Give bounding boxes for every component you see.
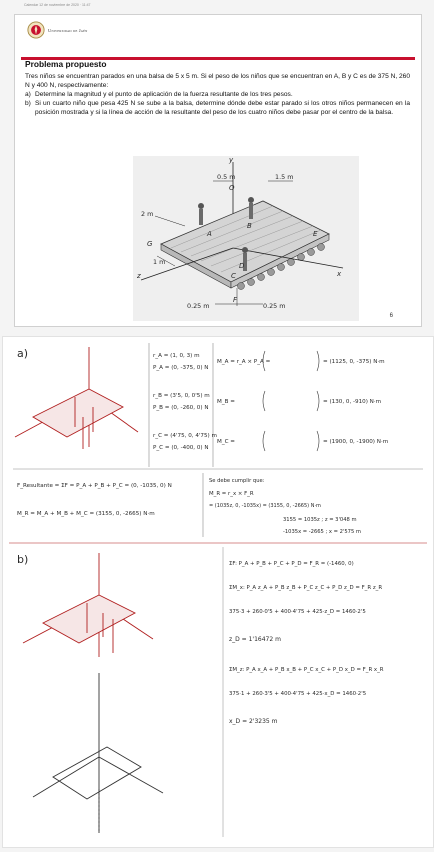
problem-title: Problema propuesto [25,59,107,69]
label-e: E [313,230,318,238]
raft-figure [133,156,359,321]
item-key: a) [25,90,31,98]
part-a-sketch [15,347,138,449]
crest-icon [27,21,45,39]
equation-z: 375·1 + 260·3'5 + 400·4'75 + 425·x_D = 1460·2'5 [229,691,367,697]
m-c-lhs: M_C = [217,439,235,445]
dim-1-5: 1.5 m [275,173,294,181]
problem-item-a [25,91,410,100]
m-a-result: = (1125, 0, -375) N·m [323,359,385,365]
problem-statement [25,73,410,117]
label-g: G [147,240,153,248]
sum-moments-z: ΣM_z: P_A x_A + P_B x_B + P_C x_C + P_D x_D = F_R x_R [229,667,384,673]
dim-0-25-right: 0.25 m [263,302,286,310]
sum-moments-x: ΣM_x: P_A z_A + P_B z_B + P_C z_C + P_D z_D = F_R z_R [229,585,383,591]
header-timestamp: Calendar 12 de noviembre de 2020 · 11:47 [24,3,91,7]
r-a: r_A = (1, 0, 3) m [153,353,200,359]
p-c: P_C = (0, -400, 0) N [153,445,209,451]
p-a: P_A = (0, -375, 0) N [153,365,209,371]
item-key: b) [25,99,31,107]
m-c-result: = (1900, 0, -1900) N·m [323,439,389,445]
part-b-sketch-2 [33,673,163,833]
label-y: y [229,156,234,164]
page-number: 6 [389,313,393,319]
label-c: C [231,272,236,280]
handwritten-notes [2,336,434,848]
university-name: Universidad de Jaén [48,27,88,33]
solution-x: -1035x = -2665 ; x = 2'575 m [283,529,361,535]
m-b-lhs: M_B = [217,399,235,405]
university-logo [27,21,88,39]
se-debe-cumplir: Se debe cumplir que: [209,478,265,484]
part-b-label: b) [17,553,29,566]
item-text: Determine la magnitud y el punto de aplicación de la fuerza resultante de los tres pesos. [35,90,293,98]
dim-0-5: 0.5 m [217,173,236,181]
resultant-moment: M_R = M_A + M_B + M_C = (3155, 0, -2665) N·m [17,511,155,517]
label-x: x [337,270,342,278]
p-b: P_B = (0, -260, 0) N [153,405,209,411]
dim-2: 2 m [141,210,154,218]
resultant-force: F_Resultante = ΣF = P_A + P_B + P_C = (0, -1035, 0) N [17,483,172,489]
label-b: B [247,222,252,230]
dim-1: 1 m [153,258,166,266]
equation-x: 375·3 + 260·0'5 + 400·4'75 + 425·z_D = 1460·2'5 [229,609,366,615]
x-d-result: x_D = 2'3235 m [229,718,278,725]
label-o: O [229,184,235,192]
sum-forces: ΣF: P_A + P_B + P_C + P_D = F_R = (-1460, 0) [229,561,354,567]
label-f: F [233,296,238,304]
mr-numeric: = (1035z, 0, -1035x) = (3155, 0, -2665) N·m [209,503,321,509]
m-a-lhs: M_A = r_A × P_A = [217,359,271,365]
mr-equation: M_R = r_x × F_R [209,491,254,497]
m-b-result: = (130, 0, -910) N·m [323,399,382,405]
problem-intro: Tres niños se encuentran parados en una balsa de 5 x 5 m. Si el peso de los niños que se encuentran en A, B y C es de 375 N, 260 N y 400 N, respectivamente: [25,73,411,89]
z-d-result: z_D = 1'16472 m [229,636,281,643]
notes-canvas [3,337,433,847]
part-b-sketch [23,553,153,657]
part-a-label: a) [17,347,29,360]
label-a: A [207,230,212,238]
solution-z: 3155 = 1035z ; z = 3'048 m [283,517,357,523]
problem-item-b [25,100,410,118]
label-z: z [137,272,141,280]
dim-0-25-left: 0.25 m [187,302,210,310]
item-text: Si un cuarto niño que pesa 425 N se sube a la balsa, determine dónde debe estar parado si los otros niños permanecen en la posición mostrada y si la línea de acción de la resultante del peso de los cuatro niños debe pasar por el centro de la balsa. [35,99,410,116]
r-b: r_B = (3'5, 0, 0'5) m [153,393,210,399]
r-c: r_C = (4'75, 0, 4'75) m [153,433,217,439]
problem-slide [14,14,422,327]
label-d: D [239,262,245,270]
